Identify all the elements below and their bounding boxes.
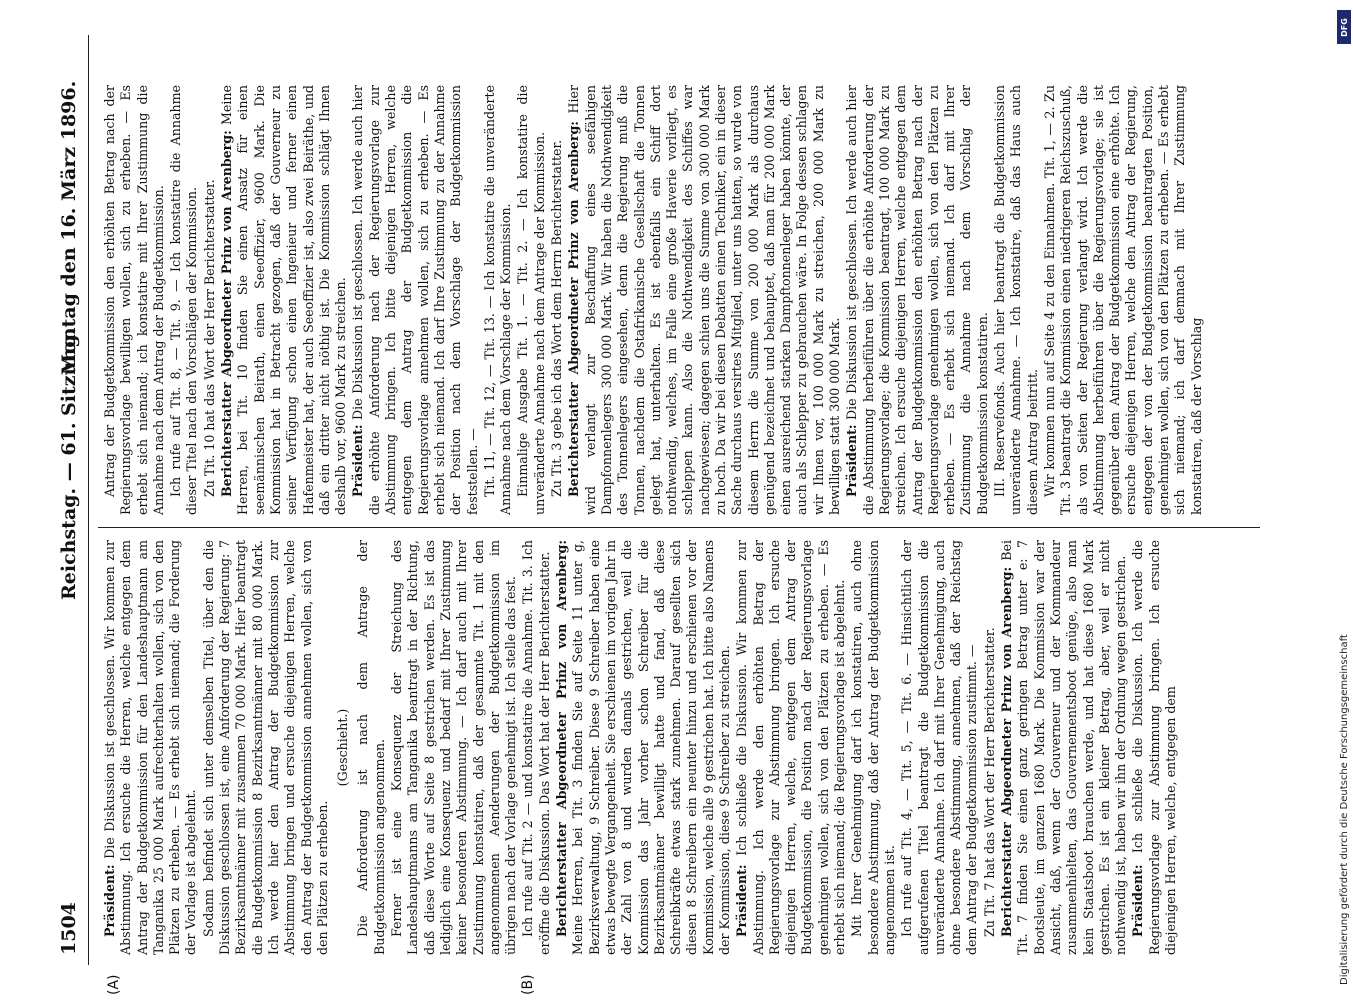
margin-marker-b: (B) bbox=[520, 974, 536, 995]
paragraph: Mit Ihrer Genehmigung darf ich konstatiren, auch ohne besondere Abstimmung, daß der Antrag der Budgetkommission angenommen ist. bbox=[849, 540, 897, 955]
paragraph: Präsident: Die Diskussion ist geschlossen. Ich werde auch hier die erhöhte Anforderung nach der Regierungsvorlage zur Abstimmung bringen. Ich bitte diejenigen Herren, welche entgegen dem Antrag der Budgetkommission die Regierungsvorlage annehmen wollen, sich zu erheben. — Es erhebt sich niemand. Ich darf Ihre Zustimmung zu der Annahme der Position nach dem Vorschlage der Budgetkommission feststellen. — bbox=[350, 85, 480, 515]
paragraph: Einmalige Ausgabe Tit. 1. — Tit. 2. — Ich konstatire die unveränderte Annahme nach dem Antrage der Kommission. bbox=[515, 85, 547, 515]
digitization-note: Digitalisierung gefördert durch die Deutsche Forschungsgemeinschaft bbox=[1339, 634, 1350, 985]
page-header bbox=[58, 35, 90, 965]
paragraph: Ich rufe auf Tit. 4, — Tit. 5, — Tit. 6. — Hinsichtlich der aufgerufenen Titel beantragt die Budgetkommission die unveränderte Annahme. Ich darf mit Ihrer Genehmigung, auch ohne besondere Abstimmung, annehmen, daß der Reichstag dem Antrag der Budgetkommission zustimmt. — bbox=[899, 540, 980, 955]
paragraph: Berichterstatter Abgeordneter Prinz von Arenberg: Bei Tit. 7 finden Sie einen ganz geringen Betrag unter e: 7 Bootsleute, im ganzen 1680 Mark. Die Kommission war der Ansicht, daß, wenn der Gouverneur und der Kommandeur zusammenhielten, das Gouvernementsboot genüge, also man kein Staatsboot brauchen werde, und hat diese 1680 Mark gestrichen. Es ist ein kleiner Betrag, aber, weil er nicht nothwendig ist, haben wir ihn der Ordnung wegen gestrichen. bbox=[999, 540, 1129, 955]
session-title: Reichstag. — 61. Sitzung. bbox=[58, 327, 80, 600]
paragraph: Berichterstatter Abgeordneter Prinz von Arenberg: Meine Herren, bei Tit. 3 finden Sie auf Seite 11 unter g, Bezirksverwaltung, 9 Schreiber. Diese 9 Schreiber haben eine etwas bewegte Vergangenheit. Sie erschienen im vorigen Jahr in der Zahl von 8 und wurden damals gestrichen, weil die Kommission das Jahr vorher schon Schreiber für die Bezirksamtmänner bewilligt hatte und fand, daß diese Schreibkräfte etwas stark zunehmen. Darauf gesellten sich diesen 8 Schreibern ein neunter hinzu und erschienen vor der Kommission, welche alle 9 gestrichen hat. Ich bitte also Namens der Kommission, diese 9 Schreiber zu streichen. bbox=[554, 540, 732, 955]
paragraph: (Geschieht.) bbox=[335, 708, 351, 787]
paragraph: Zu Tit. 3 gebe ich das Wort dem Herrn Berichterstatter. bbox=[549, 139, 565, 497]
paragraph: Präsident: Ich schließe die Diskussion. Wir kommen zur Abstimmung. Ich werde den erhöhten Betrag der Regierungsvorlage zur Abstimmung bringen. Ich ersuche diejenigen Herren, welche, entgegen dem Antrag der Budgetkommission, die Position nach der Regierungsvorlage genehmigen wollen, sich von den Plätzen zu erheben. — Es erhebt sich niemand; die Regierungsvorlage ist abgelehnt. bbox=[734, 540, 848, 955]
margin-marker-a: (A) bbox=[106, 974, 122, 995]
column-divider bbox=[98, 527, 1260, 528]
header-rule bbox=[88, 35, 89, 965]
paragraph: Zu Tit. 10 hat das Wort der Herr Berichterstatter. bbox=[201, 179, 217, 497]
paragraph: Tit. 11, — Tit. 12, — Tit. 13. — Ich konstatire die unveränderte Annahme nach dem Vorschlage der Kommission. bbox=[481, 85, 514, 515]
paragraph: Ferner ist eine Konsequenz der Streichung des Landeshauptmanns am Tanganika beantragt in der Richtung, daß diese Worte auf Seite 8 gestrichen werden. Es ist das lediglich eine Konsequenz und bedarf mit Ihrer Zustimmung keiner besonderen Abstimmung. — Ich darf auch mit Ihrer Zustimmung konstatiren, daß der gesammte Tit. 1 mit den angenommenen Aenderungen der Budgetkommission im übrigen nach der Vorlage genehmigt ist. Ich stelle das fest. bbox=[389, 540, 519, 955]
digitization-gutter bbox=[1337, 10, 1351, 990]
session-date: Montag den 16. März 1896. bbox=[58, 80, 80, 375]
text-column-middle bbox=[102, 85, 1260, 515]
paragraph: Ich rufe auf Tit. 2 — und konstatire die Annahme. Tit. 3. Ich eröffne die Diskussion. Das Wort hat der Herr Berichterstatter. bbox=[520, 540, 552, 955]
page-number: 1504 bbox=[58, 902, 80, 955]
rotated-page-content bbox=[50, 35, 1300, 995]
paragraph: III. Reservefonds. Auch hier beantragt die Budgetkommission unveränderte Annahme. — Ich konstatire, daß das Haus auch diesem Antrag beitritt. bbox=[992, 85, 1040, 515]
paragraph: Berichterstatter Abgeordneter Prinz von Arenberg: Meine Herren, bei Tit. 10 finden Sie einen Ansatz für einen seemännischen Beirath, einen Seeoffizier, 9600 Mark. Die Kommission hat in Betracht gezogen, daß der Gouverneur zu seiner Verfügung schon einen Ingenieur und ferner einen Hafenmeister hat, der auch Seeoffizier ist, also zwei Beiräthe, und daß ein dritter nicht nöthig ist. Die Kommission schlägt Ihnen deshalb vor, 9600 Mark zu streichen. bbox=[219, 85, 349, 515]
paragraph: Präsident: Die Diskussion ist geschlossen. Ich werde auch hier die Abstimmung herbeiführen über die erhöhte Anforderung der Regierungsvorlage; die Kommission beantragt, 100 000 Mark zu streichen. Ich ersuche diejenigen Herren, welche entgegen dem Antrag der Budgetkommission den erhöhten Betrag nach der Regierungsvorlage genehmigen wollen, sich von den Plätzen zu erheben. — Es erhebt sich niemand. Ich darf mit Ihrer Zustimmung die Annahme nach dem Vorschlag der Budgetkommission konstatiren. bbox=[844, 85, 990, 515]
paragraph: Zu Tit. 7 hat das Wort der Herr Berichterstatter. bbox=[981, 627, 997, 937]
paragraph: Präsident: Die Diskussion ist geschlossen. Wir kommen zur Abstimmung. Ich ersuche die Herren, welche entgegen dem Antrag der Budgetkommission für den Landeshauptmann am Tanganika 25 000 Mark aufrechterhalten wollen, sich von den Plätzen zu erheben. — Es erhebt sich niemand; die Forderung der Vorlage ist abgelehnt. bbox=[102, 540, 199, 955]
paragraph: Sodann befindet sich unter demselben Titel, über den die Diskussion geschlossen ist, eine Anforderung der Regierung: 7 Bezirksamtmänner mit zusammen 70 000 Mark. Hier beantragt die Budgetkommission 8 Bezirksamtmänner mit 80 000 Mark. Ich werde hier den Antrag der Budgetkommission zur Abstimmung bringen und ersuche diejenigen Herren, welche den Antrag der Budgetkommission annehmen wollen, sich von den Plätzen zu erheben. bbox=[200, 540, 330, 955]
paragraph: Wir kommen nun auf Seite 4 zu den Einnahmen. Tit. 1, — 2. Zu Tit. 3 beantragt die Kommission einen niedrigeren Reichszuschuß, als von Seiten der Regierung verlangt wird. Ich werde die Abstimmung herbeiführen über die Regierungsvorlage; sie ist gegenüber dem Antrag der Budgetkommission eine erhöhte. Ich ersuche diejenigen Herren, welche den Antrag der Regierung, entgegen der von der Budgetkommission beantragten Position, genehmigen wollen, sich von den Plätzen zu erheben. — Es erhebt sich niemand; ich darf demnach mit Ihrer Zustimmung konstatiren, daß der Vorschlag bbox=[1041, 85, 1204, 515]
paragraph: Berichterstatter Abgeordneter Prinz von Arenberg: Hier wird verlangt zur Beschaffung eines seefähigen Dampfonnenlegers 300 000 Mark. Wir haben die Nothwendigkeit des Tonnenlegers eingesehen, denn die Regierung muß die Tonnen, nachdem die Ostafrikanische Gesellschaft die Tonnen gelegt hat, unterhalten. Es ist ebenfalls ein Schiff dort nothwendig, welches, im Falle eine große Haverie vorliegt, es schleppen kann. Also die Nothwendigkeit des Schiffes war nachgewiesen; dagegen schien uns die Summe von 300 000 Mark zu hoch. Da wir bei diesen Debatten einen Techniker, ein in dieser Sache durchaus versirtes Mitglied, unter uns hatten, so wurde von diesem Herrn die Summe von 200 000 Mark als durchaus genügend bezeichnet und behauptet, daß man für 200 000 Mark einen ausreichend starken Dampftonnenleger haben könnte, der auch als Schlepper zu gebrauchen wäre. In Folge dessen schlagen wir Ihnen vor, 100 000 Mark zu streichen, 200 000 Mark zu bewilligen statt 300 000 Mark. bbox=[566, 85, 843, 515]
text-column-left bbox=[102, 540, 1260, 955]
dfg-logo: DFG bbox=[1337, 10, 1351, 44]
paragraph: Ich rufe auf Tit. 8, — Tit. 9. — Ich konstatire die Annahme dieser Titel nach den Vorschlägen der Kommission. bbox=[168, 85, 200, 515]
paragraph: Präsident: Ich schließe die Diskussion. Ich werde die Regierungsvorlage zur Abstimmung bringen. Ich ersuche diejenigen Herren, welche, entgegen dem bbox=[1130, 540, 1178, 955]
paragraph: Die Anforderung ist nach dem Antrage der Budgetkommission angenommen. bbox=[355, 540, 387, 955]
paragraph: Antrag der Budgetkommission den erhöhten Betrag nach der Regierungsvorlage bewilligen wollen, sich zu erheben. — Es erhebt sich niemand; ich konstatire mit Ihrer Zustimmung die Annahme nach dem Antrag der Budgetkommission. bbox=[102, 85, 166, 515]
